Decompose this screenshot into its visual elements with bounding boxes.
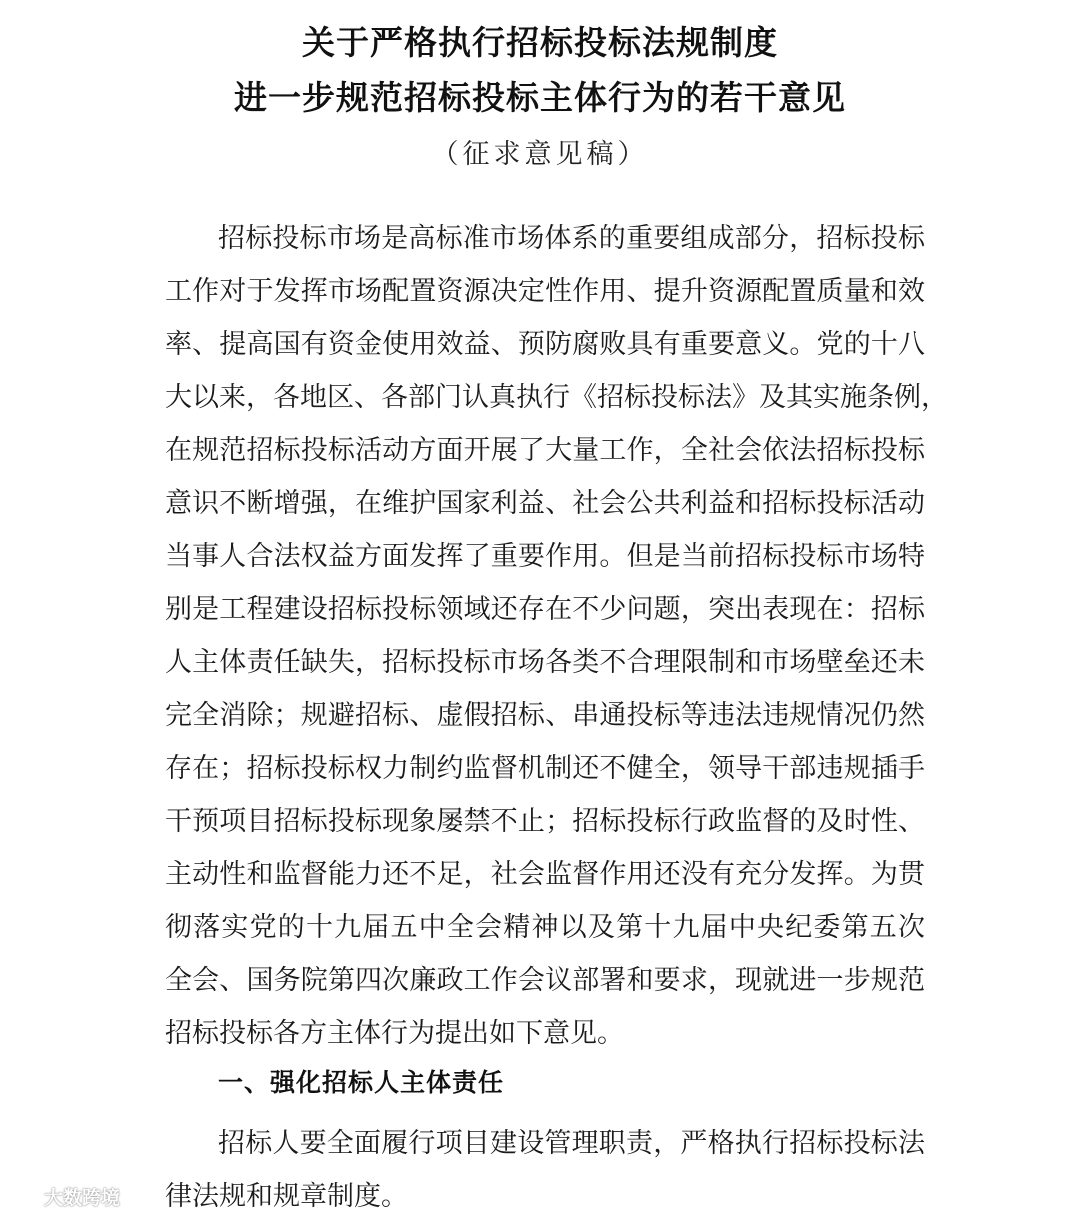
paragraph-line: 律法规和规章制度。 xyxy=(165,1181,408,1212)
paragraph-line: 当事人合法权益方面发挥了重要作用。但是当前招标投标市场特 xyxy=(165,541,925,572)
paragraph-line: 全会、国务院第四次廉政工作会议部署和要求，现就进一步规范 xyxy=(165,965,925,996)
watermark xyxy=(8,1183,120,1210)
chat-bubble-icon xyxy=(8,1186,38,1208)
section-heading: 一、强化招标人主体责任 xyxy=(218,1068,505,1097)
paragraph-line: 工作对于发挥市场配置资源决定性作用、提升资源配置质量和效 xyxy=(165,276,925,307)
paragraph-line: 率、提高国有资金使用效益、预防腐败具有重要意义。党的十八 xyxy=(165,329,925,360)
paragraph-line: 人主体责任缺失，招标投标市场各类不合理限制和市场壁垒还未 xyxy=(165,647,925,678)
paragraph-line: 主动性和监督能力还不足，社会监督作用还没有充分发挥。为贯 xyxy=(165,859,925,890)
paragraph-line: 别是工程建设招标投标领域还存在不少问题，突出表现在：招标 xyxy=(165,594,925,625)
document-subtitle: （征求意见稿） xyxy=(431,139,649,170)
paragraph-line: 意识不断增强，在维护国家利益、社会公共利益和招标投标活动 xyxy=(165,488,925,519)
paragraph-line: 在规范招标投标活动方面开展了大量工作，全社会依法招标投标 xyxy=(165,435,925,466)
paragraph-line: 招标投标市场是高标准市场体系的重要组成部分，招标投标 xyxy=(218,223,925,254)
paragraph-line: 彻落实党的十九届五中全会精神以及第十九届中央纪委第五次 xyxy=(165,912,925,943)
watermark-text: 大数跨境 xyxy=(44,1187,121,1209)
paragraph-line: 招标投标各方主体行为提出如下意见。 xyxy=(165,1018,624,1049)
paragraph-line: 大以来，各地区、各部门认真执行《招标投标法》及其实施条例， xyxy=(165,382,948,413)
paragraph-line: 完全消除；规避招标、虚假招标、串通投标等违法违规情况仍然 xyxy=(165,700,925,731)
paragraph-line: 存在；招标投标权力制约监督机制还不健全，领导干部违规插手 xyxy=(165,753,925,784)
document-title-line-1: 关于严格执行招标投标法规制度 xyxy=(302,23,778,62)
paragraph-line: 干预项目招标投标现象屡禁不止；招标投标行政监督的及时性、 xyxy=(165,806,925,837)
document-title-line-2: 进一步规范招标投标主体行为的若干意见 xyxy=(234,78,846,117)
paragraph-line: 招标人要全面履行项目建设管理职责，严格执行招标投标法 xyxy=(218,1128,925,1159)
